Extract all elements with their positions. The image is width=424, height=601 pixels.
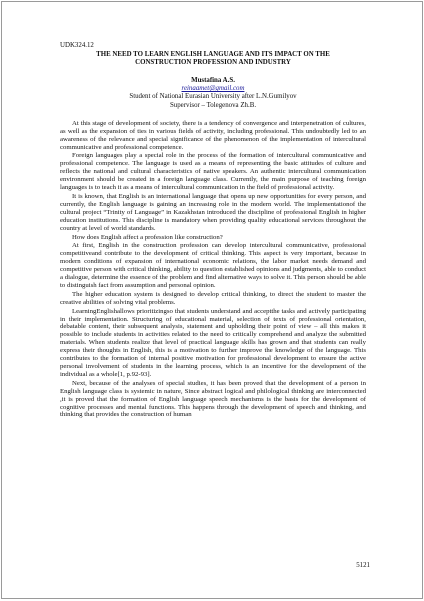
paragraph: At first, English in the construction profession can develop intercultural communicative, professional competitiveand contribute to the development of critical thinking. This aspect is very important, because in modern conditions of expansion of international economic relations, the labor market needs demand and competitive person with critical thinking, ability to question established opinions and judgments, able to conduct a dialogue, determine the essence of the problem and find alternative ways to solve it. This person should be able to distinguish fact from assumption and personal opinion.	[60, 242, 366, 289]
paragraph: Next, because of the analyses of special studies, it has been proved that the development of a person in English language class is systemic in nature, Since abstract logical and philological thinking are interconnected ,it is proved that the formation of English language speech mechanisms is the basis for the development of cognitive processes and mental functions. This happens through the development of speech and thinking, and thinking that provides the construction of human	[60, 379, 366, 419]
paragraph: At this stage of development of society, there is a tendency of convergence and interpenetration of cultures, as well as the expansion of ties in various fields of activity, including professional. This undoubtedly led to an awareness of the relevance and special significance of the phenomenon of the implementation of intercultural communicative and professional competence.	[60, 119, 366, 151]
page-number: 5121	[356, 562, 370, 569]
udk-code: UDK324.12	[60, 42, 94, 49]
paragraph: Foreign languages play a special role in the process of the formation of intercultural communicative and professional competence. The language is used as a means of representing the basic attitudes of culture and reflects the national and cultural characteristics of native speakers. An authentic intercultural communication environment should be created in a foreign language class. Currently, the main purpose of teaching foreign languages is to teach it as a means of intercultural communication in the field of professional activity.	[60, 152, 366, 192]
paragraph: It is known, that English is an international language that opens up new opportunities for every person, and currently, the English language is gaining an increasing role in the modern world. The implementationof the cultural project “Trinity of Language” in Kazakhstan introduced the discipline of professional English in higher education institutions. This discipline is mandatory when providing quality educational services throughout the country at level of world standards.	[60, 192, 366, 232]
paper-title-line-1: THE NEED TO LEARN ENGLISH LANGUAGE AND ITS IMPACT ON THE	[96, 51, 330, 58]
author-name: Mustafina A.S.	[191, 77, 235, 84]
supervisor-line: Supervisor – Tolegenova Zh.B.	[169, 101, 257, 109]
paragraph: The higher education system is designed to develop critical thinking, to direct the student to master the creative abilities of solving vital problems.	[60, 290, 366, 306]
paper-title-line-2: CONSTRUCTION PROFESSION AND INDUSTRY	[135, 59, 291, 66]
paragraph: How does English affect a profession like construction?	[72, 233, 223, 241]
author-email-link[interactable]: reinaamet@gmail.com	[181, 85, 245, 93]
page-content	[60, 42, 366, 420]
paper-title	[60, 51, 366, 67]
paragraph: LearningEnglishallows prioritizingso that students understand and acceptthe tasks and actively participating in their implementation. Structuring of educational material, selection of texts of professional orientation, debatable content, their subsequent analysis, statement and upholding their point of view – all this makes it possible to include students in activities related to the need to critically comprehend and analyze the submitted materials. When students realize that level of practical language skills has grown and that students can really express their thoughts in English, this is a motivation to further improve the knowledge of the language. This contributes to the formation of internal positive motivation for professional development to ensure the active personal involvement of students in the learning process, which is an incentive for the development of the individual as a whole[1, p.92-93].	[60, 307, 366, 378]
body-text	[60, 120, 366, 420]
document-page	[1, 1, 423, 599]
author-block	[60, 77, 366, 110]
author-affiliation: Student of National Eurasian University after L.N.Gumilyov	[129, 93, 297, 101]
